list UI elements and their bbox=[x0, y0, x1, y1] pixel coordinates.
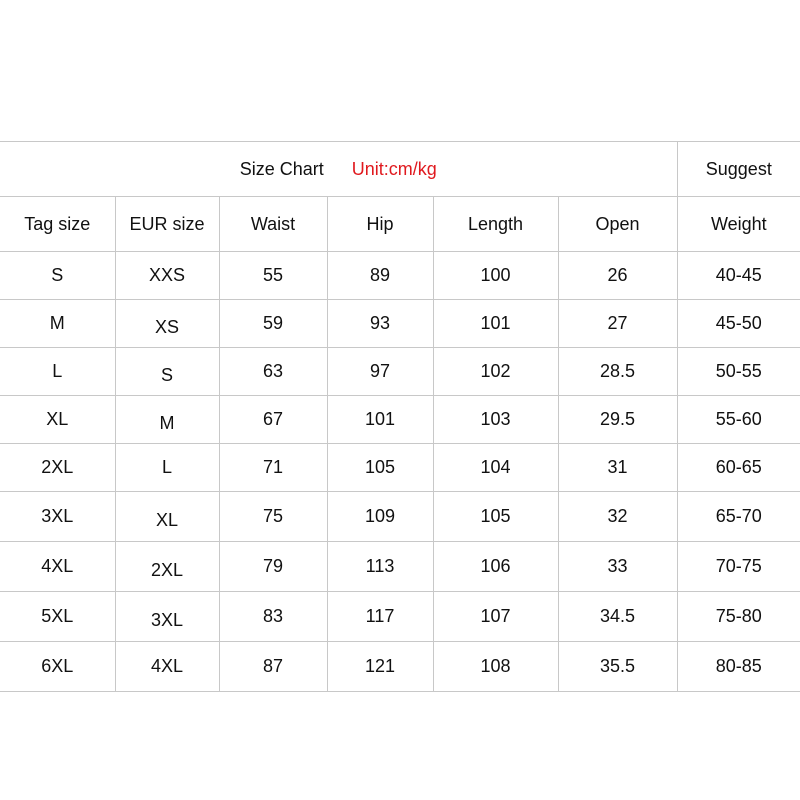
header-waist: Waist bbox=[219, 197, 327, 252]
open-cell: 26 bbox=[558, 252, 677, 300]
hip-cell: 101 bbox=[327, 396, 433, 444]
length-cell: 100 bbox=[433, 252, 558, 300]
eur-size-value: S bbox=[160, 365, 173, 385]
size-chart-table bbox=[0, 141, 800, 692]
table-row bbox=[0, 300, 800, 348]
hip-cell: 109 bbox=[327, 492, 433, 542]
eur-size-value: 2XL bbox=[150, 560, 184, 580]
eur-size-value: XS bbox=[154, 317, 179, 337]
open-cell: 33 bbox=[558, 542, 677, 592]
header-open: Open bbox=[558, 197, 677, 252]
eur-size-value: XL bbox=[155, 510, 179, 530]
length-cell: 106 bbox=[433, 542, 558, 592]
weight-cell: 80-85 bbox=[677, 642, 800, 692]
open-cell: 34.5 bbox=[558, 592, 677, 642]
weight-cell: 45-50 bbox=[677, 300, 800, 348]
eur-size-cell bbox=[115, 300, 219, 348]
hip-cell: 93 bbox=[327, 300, 433, 348]
eur-size-value: M bbox=[159, 413, 175, 433]
table-row bbox=[0, 348, 800, 396]
header-tag-size: Tag size bbox=[0, 197, 115, 252]
table-row bbox=[0, 252, 800, 300]
table-row bbox=[0, 542, 800, 592]
hip-cell: 121 bbox=[327, 642, 433, 692]
weight-cell: 70-75 bbox=[677, 542, 800, 592]
waist-cell: 55 bbox=[219, 252, 327, 300]
eur-size-cell bbox=[115, 592, 219, 642]
table-row bbox=[0, 396, 800, 444]
waist-cell: 67 bbox=[219, 396, 327, 444]
length-cell: 107 bbox=[433, 592, 558, 642]
open-cell: 27 bbox=[558, 300, 677, 348]
eur-size-cell bbox=[115, 642, 219, 692]
header-length: Length bbox=[433, 197, 558, 252]
length-cell: 108 bbox=[433, 642, 558, 692]
eur-size-cell bbox=[115, 348, 219, 396]
eur-size-value: XXS bbox=[148, 265, 186, 285]
tag-size-cell: 2XL bbox=[0, 444, 115, 492]
eur-size-cell bbox=[115, 492, 219, 542]
tag-size-cell: XL bbox=[0, 396, 115, 444]
table-row bbox=[0, 642, 800, 692]
weight-cell: 75-80 bbox=[677, 592, 800, 642]
eur-size-cell bbox=[115, 444, 219, 492]
tag-size-cell: M bbox=[0, 300, 115, 348]
weight-cell: 40-45 bbox=[677, 252, 800, 300]
eur-size-value: 3XL bbox=[150, 610, 184, 630]
weight-cell: 55-60 bbox=[677, 396, 800, 444]
eur-size-cell bbox=[115, 542, 219, 592]
tag-size-cell: 5XL bbox=[0, 592, 115, 642]
open-cell: 29.5 bbox=[558, 396, 677, 444]
table-row bbox=[0, 444, 800, 492]
open-cell: 35.5 bbox=[558, 642, 677, 692]
weight-cell: 60-65 bbox=[677, 444, 800, 492]
waist-cell: 63 bbox=[219, 348, 327, 396]
waist-cell: 83 bbox=[219, 592, 327, 642]
open-cell: 32 bbox=[558, 492, 677, 542]
header-hip: Hip bbox=[327, 197, 433, 252]
hip-cell: 97 bbox=[327, 348, 433, 396]
waist-cell: 87 bbox=[219, 642, 327, 692]
length-cell: 105 bbox=[433, 492, 558, 542]
header-eur-size: EUR size bbox=[115, 197, 219, 252]
eur-size-value: 4XL bbox=[150, 656, 184, 676]
hip-cell: 117 bbox=[327, 592, 433, 642]
open-cell: 28.5 bbox=[558, 348, 677, 396]
tag-size-cell: 3XL bbox=[0, 492, 115, 542]
table-row bbox=[0, 492, 800, 542]
title-cell bbox=[0, 142, 677, 197]
weight-cell: 50-55 bbox=[677, 348, 800, 396]
open-cell: 31 bbox=[558, 444, 677, 492]
tag-size-cell: L bbox=[0, 348, 115, 396]
length-cell: 104 bbox=[433, 444, 558, 492]
suggest-label: Suggest bbox=[677, 142, 800, 197]
weight-cell: 65-70 bbox=[677, 492, 800, 542]
waist-cell: 59 bbox=[219, 300, 327, 348]
header-row bbox=[0, 197, 800, 252]
waist-cell: 75 bbox=[219, 492, 327, 542]
unit-label: Unit:cm/kg bbox=[351, 158, 437, 179]
table-row bbox=[0, 592, 800, 642]
length-cell: 103 bbox=[433, 396, 558, 444]
tag-size-cell: 4XL bbox=[0, 542, 115, 592]
header-weight: Weight bbox=[677, 197, 800, 252]
waist-cell: 71 bbox=[219, 444, 327, 492]
waist-cell: 79 bbox=[219, 542, 327, 592]
tag-size-cell: S bbox=[0, 252, 115, 300]
chart-title: Size Chart bbox=[239, 158, 324, 179]
eur-size-cell bbox=[115, 252, 219, 300]
hip-cell: 89 bbox=[327, 252, 433, 300]
tag-size-cell: 6XL bbox=[0, 642, 115, 692]
title-row bbox=[0, 142, 800, 197]
eur-size-cell bbox=[115, 396, 219, 444]
length-cell: 102 bbox=[433, 348, 558, 396]
length-cell: 101 bbox=[433, 300, 558, 348]
hip-cell: 113 bbox=[327, 542, 433, 592]
hip-cell: 105 bbox=[327, 444, 433, 492]
eur-size-value: L bbox=[161, 457, 172, 477]
